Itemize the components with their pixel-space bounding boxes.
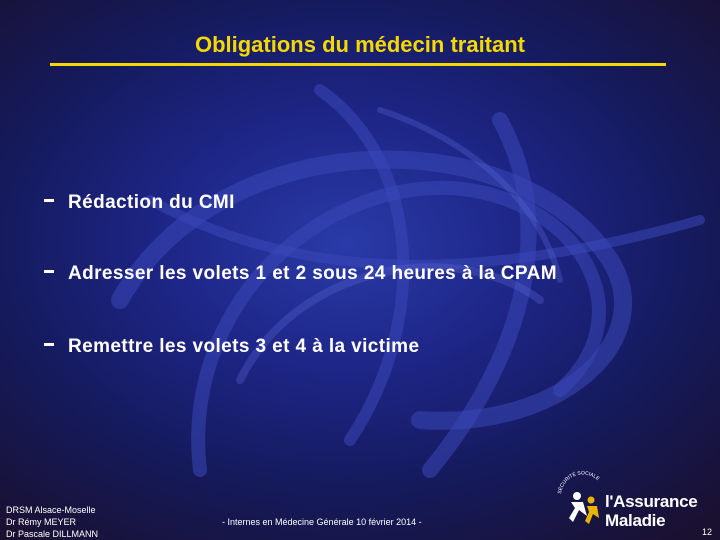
footer-org: DRSM Alsace-Moselle xyxy=(6,505,96,515)
logo-figures-icon xyxy=(553,466,605,530)
dash-bullet-icon xyxy=(44,270,54,273)
slide-title: Obligations du médecin traitant xyxy=(194,32,526,57)
svg-text:SÉCURITÉ SOCIALE xyxy=(557,470,601,494)
bullet-item xyxy=(44,336,419,358)
logo-arc-text: SÉCURITÉ SOCIALE xyxy=(557,470,601,495)
bullet-text: Adresser les volets 1 et 2 sous 24 heures à la CPAM xyxy=(68,263,557,284)
dash-bullet-icon xyxy=(44,343,54,346)
footer-authors xyxy=(6,504,98,540)
dash-bullet-icon xyxy=(44,199,54,202)
bullet-text: Remettre les volets 3 et 4 à la victime xyxy=(68,336,420,357)
bullet-text: Rédaction du CMI xyxy=(68,192,235,213)
page-number: 12 xyxy=(702,527,713,537)
bullet-item xyxy=(44,263,557,285)
logo-text-line1: l'Assurance xyxy=(605,492,698,511)
assurance-maladie-logo xyxy=(553,466,703,530)
footer-event: - Internes en Médecine Générale 10 février 2014 - xyxy=(222,517,422,527)
title-underline xyxy=(50,63,666,66)
bullet-item xyxy=(44,192,235,214)
logo-text-line2: Maladie xyxy=(605,511,666,530)
footer-author: Dr Pascale DILLMANN xyxy=(6,529,99,539)
footer-author: Dr Rémy MEYER xyxy=(6,517,77,527)
